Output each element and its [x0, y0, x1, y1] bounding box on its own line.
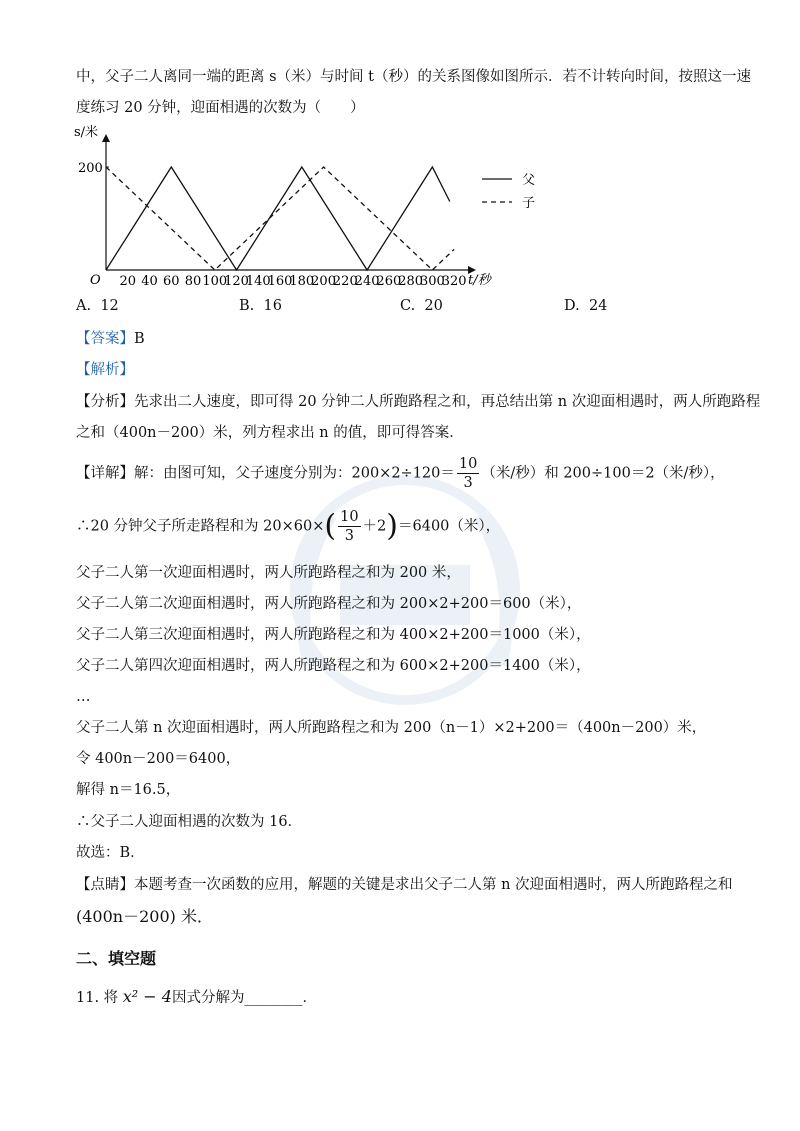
y-axis-arrow [102, 134, 110, 142]
x-tick-label: 80 [184, 274, 202, 289]
fenxi-line-1 [76, 391, 760, 413]
answer-tag: 【答案】 [76, 331, 134, 347]
xiangjie-text-a: 解：由图可知，父子速度分别为：200×2÷120＝ [134, 465, 455, 482]
x-tick-label: 140 [245, 274, 271, 289]
series-line-son [106, 167, 454, 270]
x-tick-label: 100 [202, 274, 228, 289]
q11-text-a: 将 [103, 990, 119, 1006]
question-11 [76, 986, 317, 1009]
x-tick-label: 120 [224, 274, 249, 289]
x-tick-label: 240 [354, 274, 380, 289]
x-tick-label: 60 [162, 274, 180, 289]
chart-series [106, 167, 454, 270]
xiangjie-tag: 【详解】 [76, 465, 134, 482]
option-a-value: 12 [100, 298, 119, 314]
question-line-2: 度练习 20 分钟，迎面相遇的次数为（ ） [76, 100, 365, 116]
xiangjie-text-b: （米/秒）和 200÷100＝2（米/秒）， [481, 465, 725, 482]
option-d-label: D. [564, 298, 580, 314]
dianjing-line-1 [76, 874, 733, 896]
fenxi-text-1: 先求出二人速度，即可得 20 分钟二人所跑路程之和，再总结出第 n 次迎面相遇时，两人所跑路程 [134, 394, 761, 410]
distance-plus: ＋2 [362, 518, 387, 535]
x-axis-label: t/秒 [468, 273, 491, 288]
meet-line-1: 父子二人第一次迎面相遇时，两人所跑路程之和为 200 米， [76, 565, 461, 581]
y-axis-label: s/米 [74, 125, 99, 140]
origin-label: O [90, 273, 101, 288]
question-line-1: 中，父子二人离同一端的距离 s（米）与时间 t（秒）的关系图像如图所示．若不计转向时间，按照这一速 [76, 69, 751, 85]
y-tick-label: 200 [78, 161, 103, 176]
answer-value: B [134, 331, 145, 347]
option-c-value: 20 [424, 298, 443, 314]
option-d[interactable] [564, 298, 607, 314]
q11-expression: x² − 4 [122, 987, 172, 1006]
distance-result: ＝6400（米）， [398, 518, 501, 535]
answer-line [76, 328, 145, 350]
x-tick-label: 260 [376, 274, 402, 289]
ellipsis-line: … [76, 689, 91, 705]
conclusion-line: ∴父子二人迎面相遇的次数为 16． [76, 814, 303, 830]
section-heading: 二、填空题 [76, 949, 157, 968]
q11-number: 11. [76, 990, 100, 1006]
speed-fraction: $\frac{10}{3}$ [458, 456, 478, 491]
x-tick-label: 20 [119, 274, 137, 289]
option-d-value: 24 [588, 298, 608, 314]
fenxi-tag: 【分析】 [76, 394, 134, 410]
option-b[interactable] [239, 298, 282, 314]
distance-fraction: $\frac{10}{3}$ [340, 509, 359, 544]
option-a[interactable] [76, 298, 119, 314]
option-b-label: B. [239, 298, 255, 314]
x-tick-label: 220 [332, 274, 358, 289]
choice-line: 故选：B． [76, 845, 145, 861]
fenxi-line-2: 之和（400n－200）米，列方程求出 n 的值，即可得答案． [76, 425, 464, 441]
x-tick-label: 280 [398, 274, 424, 289]
option-b-value: 16 [263, 298, 282, 314]
dianjing-tag: 【点睛】 [76, 877, 134, 893]
series-line-father [106, 167, 450, 270]
meet-line-3: 父子二人第三次迎面相遇时，两人所跑路程之和为 400×2+200＝1000（米）， [76, 627, 591, 643]
meet-line-2: 父子二人第二次迎面相遇时，两人所跑路程之和为 200×2+200＝600（米）， [76, 596, 582, 612]
dianjing-line-2: (400n－200) 米． [76, 907, 213, 926]
distance-line: ∴20 分钟父子所走路程和为 20×60×( $\frac{10}{3}$ ＋2)＝6400（米）， [76, 508, 501, 544]
distance-prefix: ∴20 分钟父子所走路程和为 20×60× [76, 518, 325, 535]
x-tick-label: 160 [267, 274, 293, 289]
x-tick-label: 180 [289, 274, 315, 289]
x-tick-label: 40 [141, 274, 158, 289]
dianjing-text-1: 本题考查一次函数的应用，解题的关键是求出父子二人第 n 次迎面相遇时，两人所跑路程之和 [134, 877, 733, 893]
watermark-emblem [270, 465, 540, 715]
x-tick-label: 300 [419, 274, 445, 289]
chart-legend [482, 173, 535, 211]
q11-text-b: 因式分解为________． [171, 990, 317, 1006]
distance-time-chart [70, 122, 570, 292]
analysis-tag: 【解析】 [76, 362, 134, 378]
chart-axes [102, 134, 476, 274]
meet-line-4: 父子二人第四次迎面相遇时，两人所跑路程之和为 600×2+200＝1400（米）， [76, 658, 591, 674]
meet-line-n: 父子二人第 n 次迎面相遇时，两人所跑路程之和为 200（n－1）×2+200＝（400n－200）米， [76, 720, 707, 736]
option-c-label: C. [400, 298, 416, 314]
option-a-label: A. [76, 298, 92, 314]
option-c[interactable] [400, 298, 443, 314]
xiangjie-line [76, 455, 725, 492]
x-tick-label: 200 [311, 274, 336, 289]
x-tick-label: 320 [441, 274, 467, 289]
solution-line: 解得 n＝16.5， [76, 782, 181, 798]
legend-label-son: 子 [522, 196, 536, 211]
equation-line: 令 400n－200＝6400， [76, 751, 241, 767]
legend-label-father: 父 [522, 173, 536, 188]
